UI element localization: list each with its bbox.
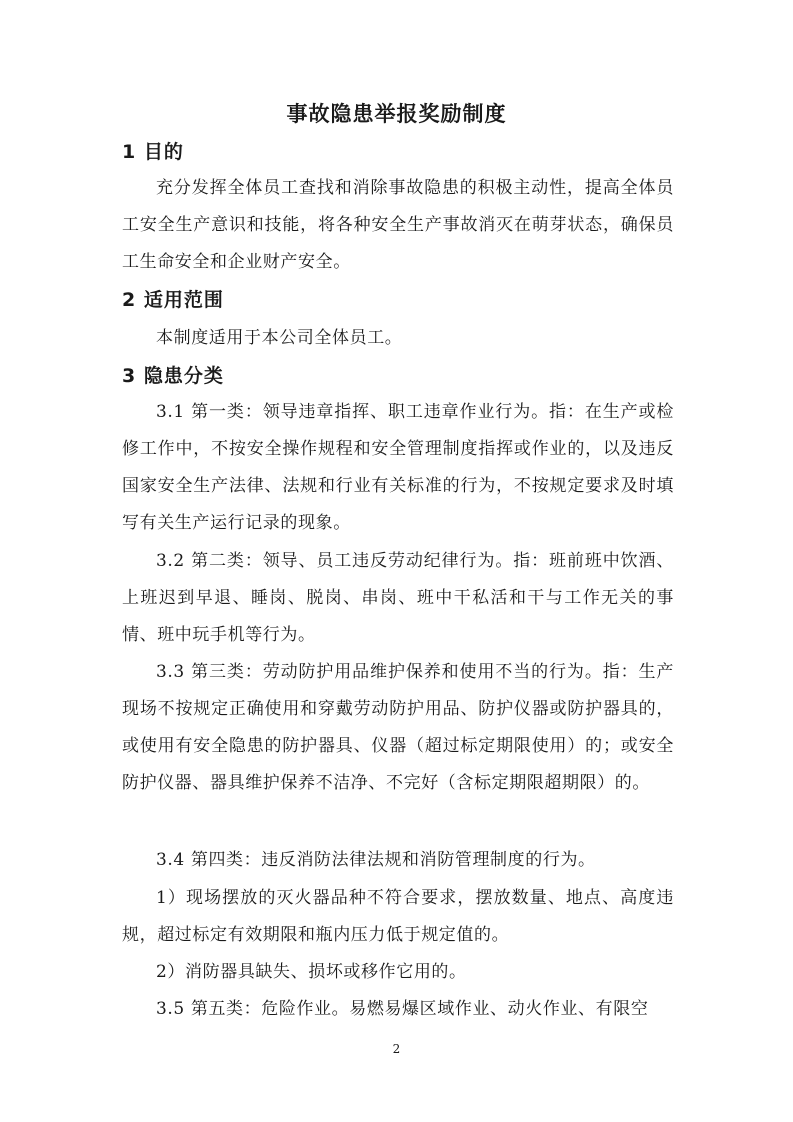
paragraph-3-1: 3.1 第一类：领导违章指挥、职工违章作业行为。指：在生产或检修工作中，不按安全操作规程和安全管理制度指挥或作业的，以及违反国家安全生产法律、法规和行业有关标准的行为，不按规定要求及时填写有关生产运行记录的现象。 bbox=[122, 402, 674, 533]
paragraph-3-3: 3.3 第三类：劳动防护用品维护保养和使用不当的行为。指：生产现场不按规定正确使用和穿戴劳动防护用品、防护仪器或防护器具的，或使用有安全隐患的防护器具、仪器（超过标定期限使用）的；或安全防护仪器、器具维护保养不洁净、不完好（含标定期限超期限）的。 bbox=[122, 662, 674, 793]
paragraph-purpose: 充分发挥全体员工查找和消除事故隐患的积极主动性，提高全体员工安全生产意识和技能，将各种安全生产事故消灭在萌芽状态，确保员工生命安全和企业财产安全。 bbox=[122, 178, 674, 272]
section-heading-classification: 3 隐患分类 bbox=[122, 365, 224, 387]
page-number: 2 bbox=[392, 1042, 401, 1056]
section-heading-purpose: 1 目的 bbox=[122, 141, 184, 163]
paragraph-3-4-item-1: 1）现场摆放的灭火器品种不符合要求，摆放数量、地点、高度违规，超过标定有效期限和瓶内压力低于规定值的。 bbox=[122, 888, 674, 945]
document-title: 事故隐患举报奖励制度 bbox=[286, 102, 507, 126]
paragraph-3-4: 3.4 第四类：违反消防法律法规和消防管理制度的行为。 bbox=[156, 850, 596, 870]
paragraph-scope: 本制度适用于本公司全体员工。 bbox=[156, 328, 403, 348]
section-heading-scope: 2 适用范围 bbox=[122, 289, 224, 311]
paragraph-3-4-item-2: 2）消防器具缺失、损坏或移作它用的。 bbox=[156, 962, 467, 982]
paragraph-3-2: 3.2 第二类：领导、员工违反劳动纪律行为。指：班前班中饮酒、上班迟到早退、睡岗、脱岗、串岗、班中干私活和干与工作无关的事情、班中玩手机等行为。 bbox=[122, 551, 674, 645]
paragraph-3-5: 3.5 第五类：危险作业。易燃易爆区域作业、动火作业、有限空 bbox=[156, 999, 649, 1019]
